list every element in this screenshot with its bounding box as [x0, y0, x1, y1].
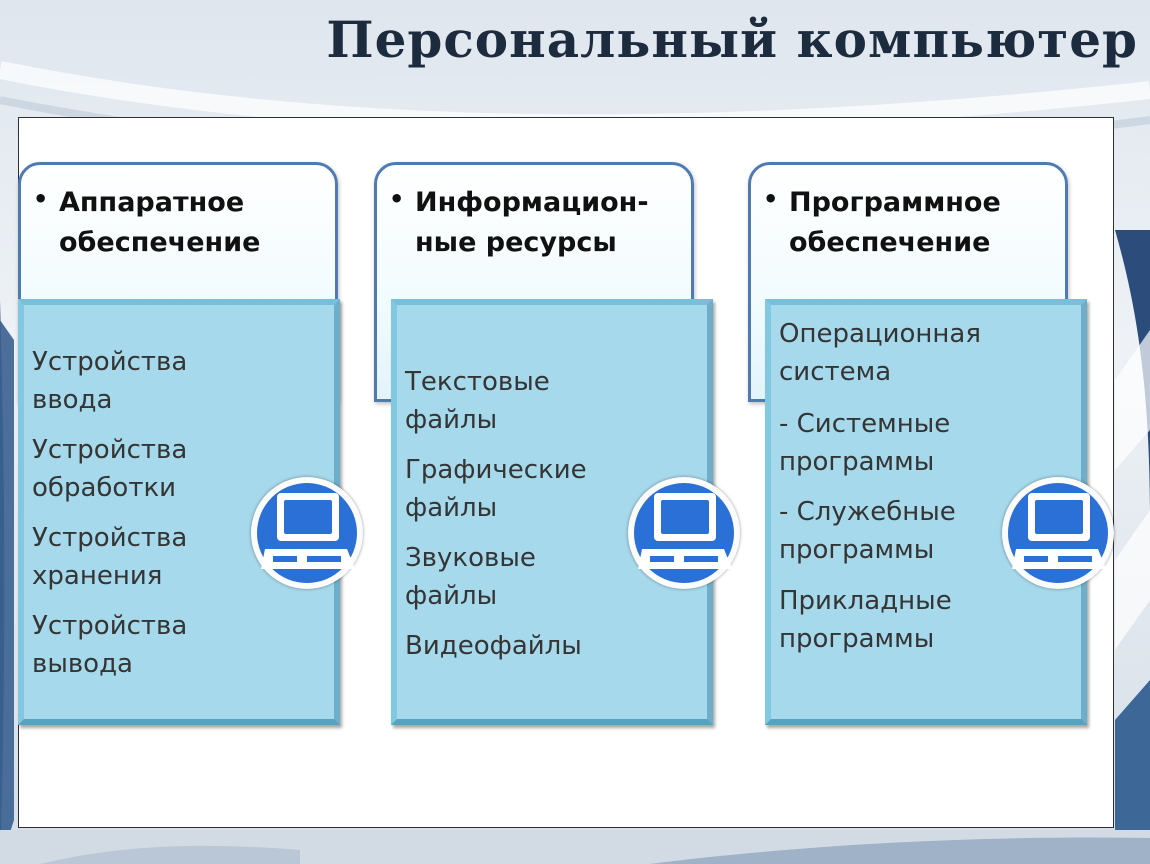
bullet: • [763, 185, 779, 213]
list-item: Графические файлы [405, 455, 587, 523]
list-item: - Служебные программы [779, 497, 956, 565]
computer-icon [628, 477, 740, 589]
computer-icon [251, 477, 363, 589]
list-item: Устройства обработки [32, 435, 188, 503]
list-item: Операционная система [779, 319, 981, 387]
column-software [748, 162, 1093, 727]
list-item: - Системные программы [779, 409, 951, 477]
list-item: Устройства хранения [32, 523, 188, 591]
heading-text: Аппаратное обеспечение [59, 187, 261, 258]
bullet: • [389, 185, 405, 213]
heading-text: Программное обеспечение [789, 187, 1001, 258]
list-item: Текстовые файлы [405, 367, 550, 435]
list-item: Устройства ввода [32, 347, 188, 415]
list-item: Видеофайлы [405, 631, 582, 661]
column-information [374, 162, 719, 727]
list-item: Устройства вывода [32, 611, 188, 679]
heading-text: Информацион- ные ресурсы [415, 187, 649, 258]
list-item: Прикладные программы [779, 586, 952, 654]
bullet: • [33, 185, 49, 213]
page-title: Персональный компьютер [326, 10, 1138, 69]
computer-icon [1002, 477, 1114, 589]
list-item: Звуковые файлы [405, 543, 536, 611]
column-hardware [18, 162, 363, 727]
